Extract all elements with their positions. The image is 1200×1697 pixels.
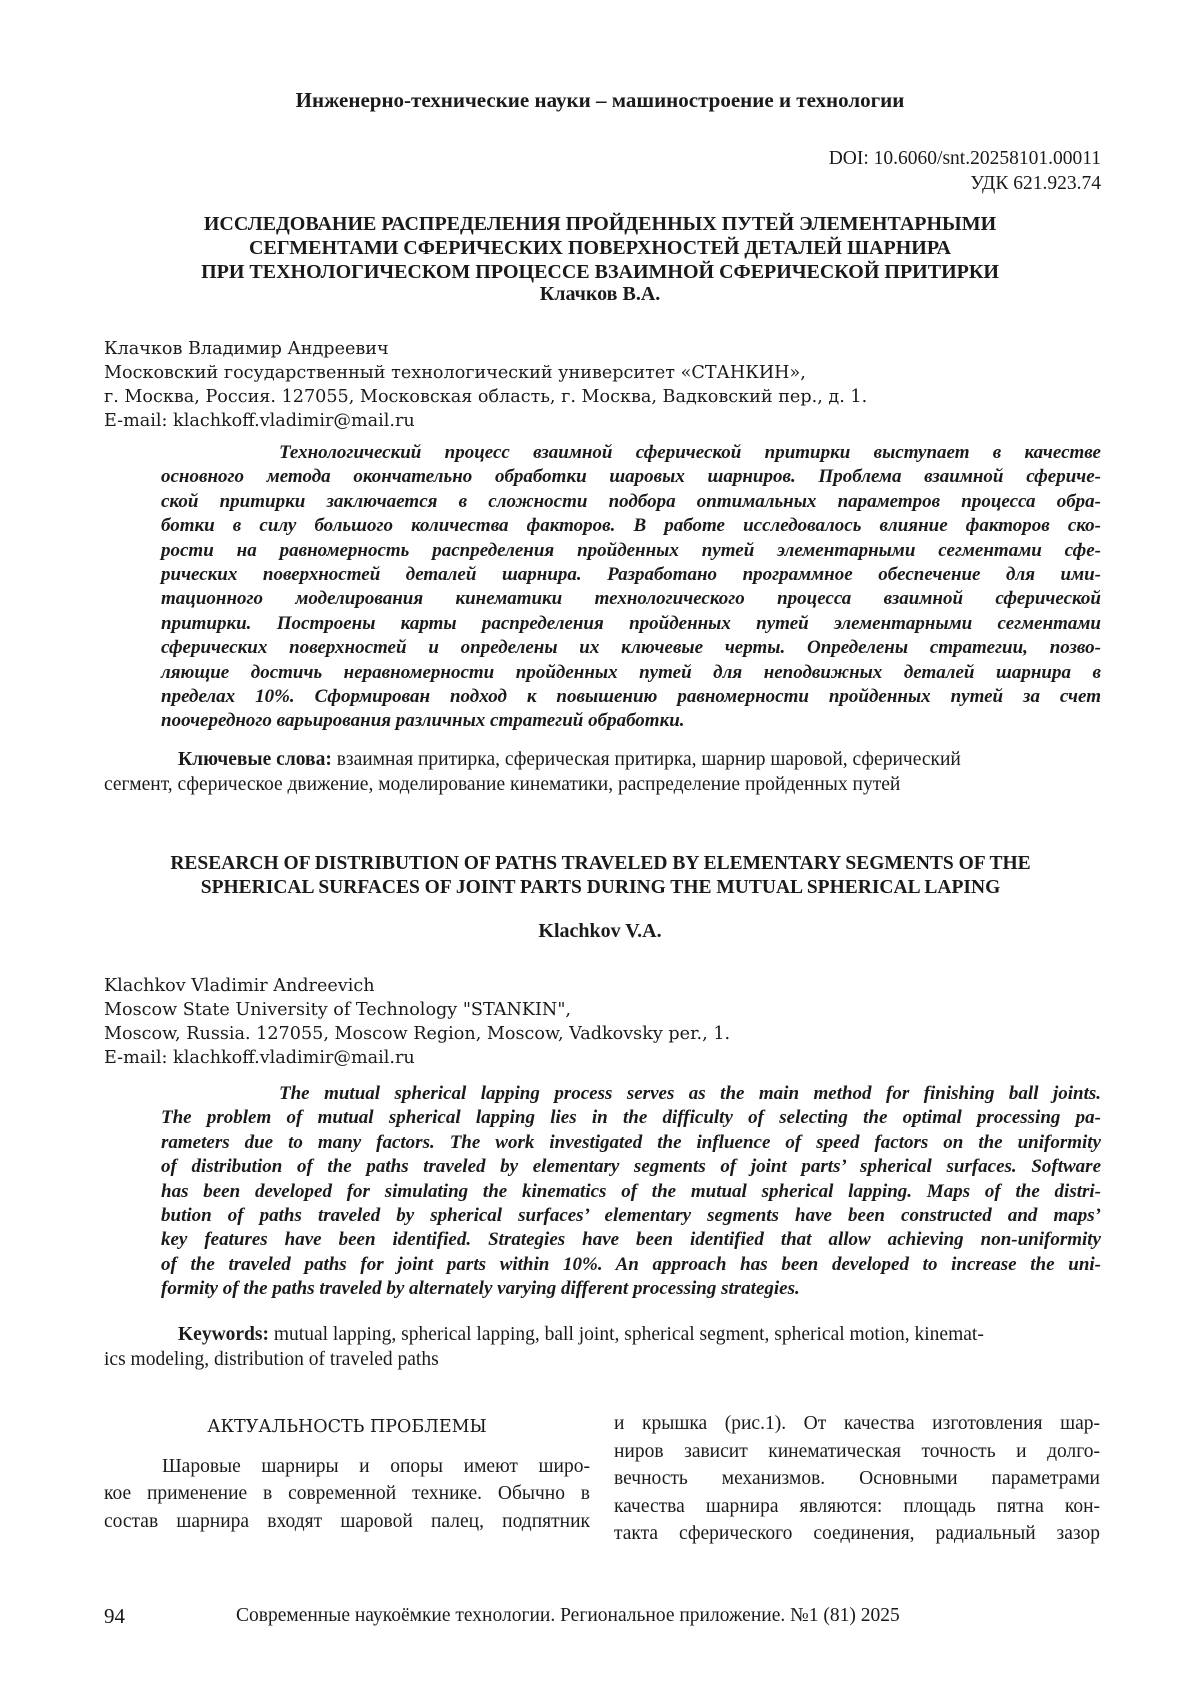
body-line: ниров зависит кинематическая точность и долго- xyxy=(614,1440,1100,1462)
en-abstract xyxy=(161,1082,1101,1302)
ru-title-line: СЕГМЕНТАМИ СФЕРИЧЕСКИХ ПОВЕРХНОСТЕЙ ДЕТАЛЕЙ ШАРНИРА xyxy=(249,237,951,259)
en-affiliation xyxy=(104,974,1101,1070)
identifier-block xyxy=(829,146,1101,196)
section-heading: АКТУАЛЬНОСТЬ ПРОБЛЕМЫ xyxy=(207,1417,487,1437)
en-abstract-line: key features have been identified. Strategies have been identified that allow achieving non-uniformity xyxy=(161,1229,1101,1251)
ru-keywords-label: Ключевые слова: xyxy=(178,749,332,770)
ru-keywords-text-2: сегмент, сферическое движение, моделирование кинематики, распределение пройденных путей xyxy=(104,773,901,795)
ru-keywords xyxy=(104,748,1101,797)
body-line: и крышка (рис.1). От качества изготовления шар- xyxy=(614,1413,1100,1434)
en-abstract-line: of the traveled paths for joint parts within 10%. An approach has been developed to increase the uni- xyxy=(161,1253,1101,1275)
body-line: вечность механизмов. Основными параметрами xyxy=(614,1468,1100,1489)
en-keywords xyxy=(104,1323,1101,1372)
page-number: 94 xyxy=(104,1604,125,1628)
en-keywords-text: mutual lapping, spherical lapping, ball joint, spherical segment, spherical motion, kinemat- xyxy=(269,1324,984,1345)
section-header: Инженерно-технические науки – машиностроение и технологии xyxy=(295,88,905,112)
en-authors: Klachkov V.A. xyxy=(538,920,662,942)
ru-abstract-line: рости на равномерность распределения пройденных путей элементарными сегментами сфе- xyxy=(161,539,1101,561)
ru-abstract-line: ботки в силу большого количества факторов. В работе исследовалось влияние факторов ско- xyxy=(161,515,1101,537)
en-title xyxy=(100,852,1101,900)
en-address: Moscow, Russia. 127055, Moscow Region, Moscow, Vadkovsky per., 1. xyxy=(104,1024,731,1044)
ru-abstract-line: основного метода окончательно обработки шаровых шарниров. Проблема взаимной сфериче- xyxy=(161,466,1101,488)
en-abstract-line: of distribution of the paths traveled by elementary segments of joint parts’ spherical surfaces. Software xyxy=(161,1156,1101,1178)
ru-author-name: Клачков Владимир Андреевич xyxy=(104,339,389,359)
en-abstract-line: rameters due to many factors. The work investigated the influence of speed factors on the uniformity xyxy=(161,1131,1101,1153)
ru-email[interactable]: E-mail: klachkoff.vladimir@mail.ru xyxy=(104,411,415,431)
ru-abstract-line: поочередного варьирования различных стратегий обработки. xyxy=(161,710,685,732)
ru-abstract-line: тационного моделирования кинематики технологического процесса взаимной сферической xyxy=(161,588,1101,610)
body-line: состав шарнира входят шаровой палец, подпятник xyxy=(104,1510,590,1532)
ru-abstract-line: ской притирки заключается в сложности подбора оптимальных параметров процесса обра- xyxy=(161,490,1101,512)
en-abstract-line: bution of paths traveled by spherical surfaces’ elementary segments have been constructed and maps’ xyxy=(161,1205,1101,1227)
body-line: Шаровые шарниры и опоры имеют широ- xyxy=(162,1455,590,1477)
en-abstract-line: The mutual spherical lapping process serves as the main method for finishing ball joints. xyxy=(279,1083,1101,1104)
ru-address: г. Москва, Россия. 127055, Московская область, г. Москва, Вадковский пер., д. 1. xyxy=(104,387,868,407)
en-email[interactable]: E-mail: klachkoff.vladimir@mail.ru xyxy=(104,1048,415,1068)
body-column-right xyxy=(614,1410,1100,1548)
journal-name: Современные наукоёмкие технологии. Региональное приложение. №1 (81) 2025 xyxy=(236,1605,900,1626)
en-title-line: RESEARCH OF DISTRIBUTION OF PATHS TRAVELED BY ELEMENTARY SEGMENTS OF THE xyxy=(170,853,1031,874)
ru-authors: Клачков В.А. xyxy=(539,283,661,305)
body-column-left xyxy=(104,1410,590,1535)
ru-keywords-text: взаимная притирка, сферическая притирка, шарнир шаровой, сферический xyxy=(331,749,961,770)
body-line: такта сферического соединения, радиальный зазор xyxy=(614,1523,1100,1544)
en-keywords-label: Keywords: xyxy=(178,1324,269,1345)
ru-abstract xyxy=(161,441,1101,734)
body-line: качества шарнира являются: площадь пятна кон- xyxy=(614,1495,1100,1517)
ru-title-line: ПРИ ТЕХНОЛОГИЧЕСКОМ ПРОЦЕССЕ ВЗАИМНОЙ СФЕРИЧЕСКОЙ ПРИТИРКИ xyxy=(201,261,999,283)
ru-affiliation xyxy=(104,337,1101,433)
en-abstract-line: formity of the paths traveled by alternately varying different processing strategies. xyxy=(161,1278,800,1300)
ru-abstract-line: ляющие достичь неравномерности пройденных путей для неподвижных деталей шарнира в xyxy=(161,661,1101,683)
ru-university: Московский государственный технологический университет «СТАНКИН», xyxy=(104,363,806,383)
ru-abstract-line: притирки. Построены карты распределения пройденных путей элементарными сегментами xyxy=(161,612,1101,634)
ru-abstract-line: пределах 10%. Сформирован подход к повышению равномерности пройденных путей за счет xyxy=(161,686,1101,708)
en-abstract-line: The problem of mutual spherical lapping lies in the difficulty of selecting the optimal processing pa- xyxy=(161,1107,1101,1129)
ru-abstract-line: Технологический процесс взаимной сферической притирки выступает в качестве xyxy=(279,442,1101,463)
ru-title-line: ИССЛЕДОВАНИЕ РАСПРЕДЕЛЕНИЯ ПРОЙДЕННЫХ ПУТЕЙ ЭЛЕМЕНТАРНЫМИ xyxy=(203,213,997,235)
en-keywords-text-2: ics modeling, distribution of traveled paths xyxy=(104,1348,439,1370)
ru-title xyxy=(100,212,1100,284)
en-title-line: SPHERICAL SURFACES OF JOINT PARTS DURING THE MUTUAL SPHERICAL LAPING xyxy=(200,877,1001,898)
en-author-name: Klachkov Vladimir Andreevich xyxy=(104,976,375,996)
en-university: Moscow State University of Technology "STANKIN", xyxy=(104,1000,572,1020)
udc: УДК 621.923.74 xyxy=(970,173,1101,194)
doi[interactable]: DOI: 10.6060/snt.20258101.00011 xyxy=(828,148,1101,169)
body-line: кое применение в современной технике. Обычно в xyxy=(104,1483,590,1504)
ru-abstract-line: рических поверхностей деталей шарнира. Разработано программное обеспечение для ими- xyxy=(161,564,1101,586)
en-abstract-line: has been developed for simulating the kinematics of the mutual spherical lapping. Maps of the distri- xyxy=(161,1180,1101,1202)
ru-abstract-line: сферических поверхностей и определены их ключевые черты. Определены стратегии, позво- xyxy=(161,637,1101,659)
